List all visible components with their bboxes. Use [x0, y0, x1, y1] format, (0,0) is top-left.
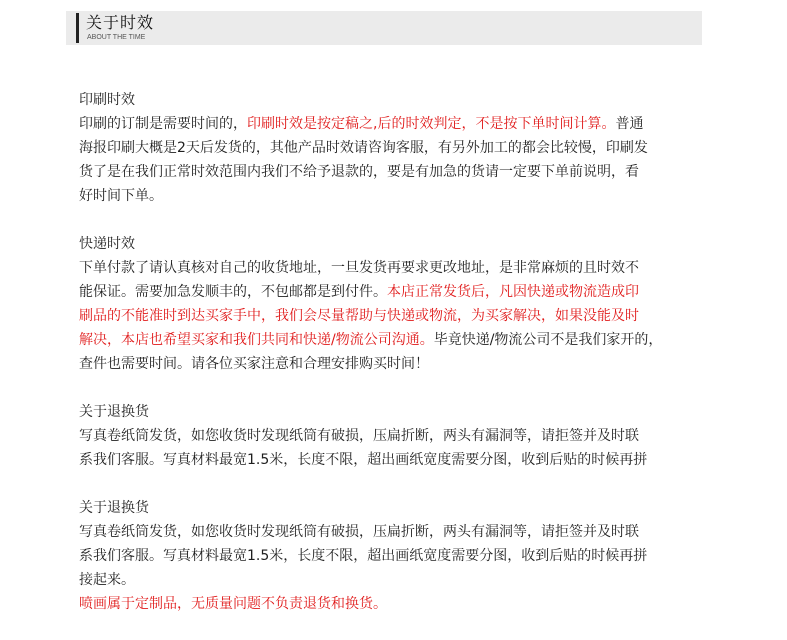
- body-text: 毕竟快递/物流公司不是我们家开的，: [433, 332, 663, 348]
- text-line: [79, 160, 719, 184]
- page-title: 关于时效: [86, 13, 155, 32]
- body-text: 印刷的订制是需要时间的，: [79, 116, 247, 132]
- section-title: 关于退换货: [79, 404, 149, 420]
- text-line: [79, 112, 719, 136]
- text-line: [79, 592, 719, 616]
- policy-section: [79, 232, 719, 376]
- text-line: [79, 544, 719, 568]
- body-text: 海报印刷大概是2天后发货的，其他产品时效请咨询客服，有另外加工的都会比较慢，印刷发: [79, 140, 648, 156]
- body-text: 写真卷纸筒发货，如您收货时发现纸筒有破损，压扁折断，两头有漏洞等，请拒签并及时联: [79, 524, 639, 540]
- policy-content: [79, 88, 719, 640]
- highlight-text: 解决，本店也希望买家和我们共同和快递/物流公司沟通。: [79, 332, 434, 348]
- body-text: 接起来。: [79, 572, 135, 588]
- text-line: [79, 136, 719, 160]
- section-header-bar: [66, 11, 702, 45]
- text-line: [79, 304, 719, 328]
- text-line: [79, 568, 719, 592]
- policy-section: [79, 88, 719, 208]
- section-title: 快递时效: [79, 236, 135, 252]
- text-line: [79, 280, 719, 304]
- body-text: 普通: [615, 116, 644, 132]
- body-text: 好时间下单。: [79, 188, 163, 204]
- body-text: 查件也需要时间。请各位买家注意和合理安排购买时间！: [79, 356, 429, 372]
- text-line: [79, 352, 719, 376]
- text-line: [79, 448, 719, 472]
- body-text: 下单付款了请认真核对自己的收货地址，一旦发货再要求更改地址，是非常麻烦的且时效不: [79, 260, 639, 276]
- text-line: [79, 184, 719, 208]
- highlight-text: 印刷时效是按定稿之,后的时效判定，不是按下单时间计算。: [247, 116, 616, 132]
- body-text: 货了是在我们正常时效范围内我们不给予退款的，要是有加急的货请一定要下单前说明，看: [79, 164, 639, 180]
- highlight-text: 刷品的不能准时到达买家手中，我们会尽量帮助与快递或物流，为买家解决，如果没能及时: [79, 308, 639, 324]
- body-text: 系我们客服。写真材料最宽1.5米，长度不限，超出画纸宽度需要分图，收到后贴的时候再拼: [79, 452, 648, 468]
- highlight-text: 喷画属于定制品，无质量问题不负责退货和换货。: [79, 596, 387, 612]
- text-line: [79, 328, 719, 352]
- body-text: 能保证。需要加急发顺丰的，不包邮都是到付件。: [79, 284, 387, 300]
- text-line: [79, 256, 719, 280]
- header-accent-bar: [76, 13, 79, 43]
- page-subtitle: ABOUT THE TIME: [87, 34, 146, 41]
- section-title: 关于退换货: [79, 500, 149, 516]
- body-text: 写真卷纸筒发货，如您收货时发现纸筒有破损，压扁折断，两头有漏洞等，请拒签并及时联: [79, 428, 639, 444]
- policy-section: [79, 400, 719, 472]
- text-line: [79, 424, 719, 448]
- section-title: 印刷时效: [79, 92, 135, 108]
- policy-section: [79, 496, 719, 616]
- body-text: 系我们客服。写真材料最宽1.5米，长度不限，超出画纸宽度需要分图，收到后贴的时候再拼: [79, 548, 648, 564]
- highlight-text: 本店正常发货后，凡因快递或物流造成印: [387, 284, 639, 300]
- text-line: [79, 520, 719, 544]
